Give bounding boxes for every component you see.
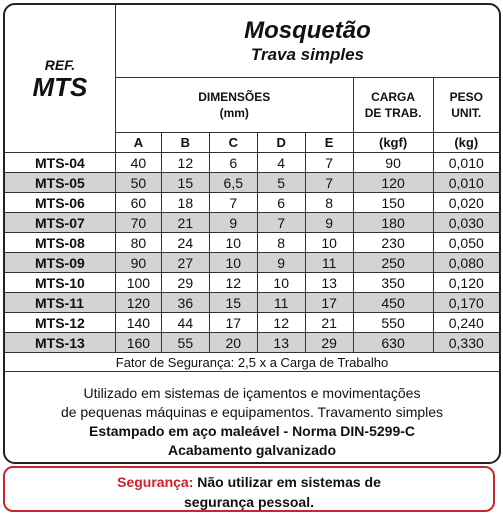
cell-e: 11 — [305, 253, 353, 273]
cell-d: 6 — [257, 193, 305, 213]
row-code: MTS-09 — [5, 253, 115, 273]
row-code: MTS-06 — [5, 193, 115, 213]
table-row — [5, 293, 499, 313]
cell-d: 8 — [257, 233, 305, 253]
row-code: MTS-07 — [5, 213, 115, 233]
col-load-unit: (kgf) — [353, 133, 433, 153]
description-line-3: Estampado em aço maleável - Norma DIN-5299-C — [88, 423, 415, 439]
cell-b: 44 — [161, 313, 209, 333]
cell-c: 20 — [209, 333, 257, 353]
cell-load: 250 — [353, 253, 433, 273]
row-code: MTS-04 — [5, 153, 115, 173]
table-row — [5, 253, 499, 273]
cell-a: 120 — [115, 293, 161, 313]
cell-weight: 0,010 — [433, 173, 499, 193]
safety-factor-note: Fator de Segurança: 2,5 x a Carga de Trabalho — [5, 353, 499, 372]
cell-a: 160 — [115, 333, 161, 353]
description-line-2: de pequenas máquinas e equipamentos. Travamento simples — [60, 404, 444, 420]
col-a-header: A — [115, 133, 161, 153]
cell-weight: 0,240 — [433, 313, 499, 333]
ref-cell — [5, 5, 115, 153]
cell-e: 21 — [305, 313, 353, 333]
warning-line-1 — [5, 472, 493, 492]
dimensions-unit: (mm) — [219, 106, 249, 120]
spec-table — [5, 5, 499, 372]
cell-e: 7 — [305, 173, 353, 193]
warning-label: Segurança: — [117, 474, 194, 490]
product-title: Mosquetão — [244, 17, 371, 44]
cell-e: 7 — [305, 153, 353, 173]
cell-load: 450 — [353, 293, 433, 313]
cell-d: 9 — [257, 253, 305, 273]
warning-text-2: segurança pessoal. — [184, 494, 314, 510]
cell-b: 18 — [161, 193, 209, 213]
cell-a: 140 — [115, 313, 161, 333]
cell-d: 13 — [257, 333, 305, 353]
col-c-header: C — [209, 133, 257, 153]
ref-code: MTS — [32, 71, 88, 102]
row-code: MTS-13 — [5, 333, 115, 353]
cell-b: 29 — [161, 273, 209, 293]
cell-b: 21 — [161, 213, 209, 233]
cell-e: 10 — [305, 233, 353, 253]
cell-weight: 0,020 — [433, 193, 499, 213]
cell-a: 100 — [115, 273, 161, 293]
cell-b: 36 — [161, 293, 209, 313]
col-weight-unit: (kg) — [433, 133, 499, 153]
cell-c: 6,5 — [209, 173, 257, 193]
table-row — [5, 333, 499, 353]
dimensions-header — [115, 78, 353, 133]
ref-label: REF. — [44, 56, 76, 73]
description-line-1: Utilizado em sistemas de içamentos e movimentações — [83, 385, 421, 401]
cell-load: 90 — [353, 153, 433, 173]
weight-label-1: PESO — [449, 90, 483, 104]
row-code: MTS-08 — [5, 233, 115, 253]
col-b-header: B — [161, 133, 209, 153]
cell-b: 12 — [161, 153, 209, 173]
cell-d: 11 — [257, 293, 305, 313]
cell-weight: 0,010 — [433, 153, 499, 173]
cell-a: 60 — [115, 193, 161, 213]
cell-c: 15 — [209, 293, 257, 313]
table-row — [5, 313, 499, 333]
title-cell — [115, 5, 499, 78]
cell-weight: 0,080 — [433, 253, 499, 273]
cell-d: 12 — [257, 313, 305, 333]
row-code: MTS-05 — [5, 173, 115, 193]
cell-a: 50 — [115, 173, 161, 193]
table-row — [5, 213, 499, 233]
table-row — [5, 273, 499, 293]
cell-b: 55 — [161, 333, 209, 353]
cell-c: 10 — [209, 233, 257, 253]
load-header — [353, 78, 433, 133]
cell-b: 24 — [161, 233, 209, 253]
product-card — [3, 3, 501, 464]
cell-weight: 0,120 — [433, 273, 499, 293]
weight-header — [433, 78, 499, 133]
description-line-4: Acabamento galvanizado — [167, 442, 337, 458]
cell-b: 15 — [161, 173, 209, 193]
cell-d: 10 — [257, 273, 305, 293]
cell-e: 9 — [305, 213, 353, 233]
safety-warning-box — [3, 466, 495, 512]
cell-load: 180 — [353, 213, 433, 233]
table-row — [5, 153, 499, 173]
row-code: MTS-10 — [5, 273, 115, 293]
weight-label-2: UNIT. — [451, 106, 482, 120]
cell-load: 350 — [353, 273, 433, 293]
cell-b: 27 — [161, 253, 209, 273]
cell-load: 630 — [353, 333, 433, 353]
cell-load: 150 — [353, 193, 433, 213]
cell-load: 230 — [353, 233, 433, 253]
dimensions-label: DIMENSÕES — [198, 90, 271, 104]
cell-a: 90 — [115, 253, 161, 273]
load-label-2: DE TRAB. — [364, 106, 422, 120]
cell-weight: 0,050 — [433, 233, 499, 253]
table-row — [5, 173, 499, 193]
cell-c: 9 — [209, 213, 257, 233]
cell-c: 12 — [209, 273, 257, 293]
cell-c: 6 — [209, 153, 257, 173]
cell-d: 5 — [257, 173, 305, 193]
row-code: MTS-11 — [5, 293, 115, 313]
row-code: MTS-12 — [5, 313, 115, 333]
cell-c: 17 — [209, 313, 257, 333]
cell-e: 17 — [305, 293, 353, 313]
cell-d: 4 — [257, 153, 305, 173]
cell-c: 7 — [209, 193, 257, 213]
cell-a: 80 — [115, 233, 161, 253]
cell-a: 40 — [115, 153, 161, 173]
cell-a: 70 — [115, 213, 161, 233]
table-row — [5, 193, 499, 213]
cell-d: 7 — [257, 213, 305, 233]
table-row — [5, 233, 499, 253]
cell-e: 29 — [305, 333, 353, 353]
load-label-1: CARGA — [371, 90, 416, 104]
cell-load: 120 — [353, 173, 433, 193]
product-description — [5, 384, 499, 460]
cell-weight: 0,170 — [433, 293, 499, 313]
cell-weight: 0,330 — [433, 333, 499, 353]
cell-c: 10 — [209, 253, 257, 273]
warning-text-1: Não utilizar em sistemas de — [193, 474, 381, 490]
product-subtitle: Trava simples — [250, 45, 364, 64]
col-d-header: D — [257, 133, 305, 153]
cell-e: 8 — [305, 193, 353, 213]
cell-weight: 0,030 — [433, 213, 499, 233]
col-e-header: E — [305, 133, 353, 153]
cell-e: 13 — [305, 273, 353, 293]
cell-load: 550 — [353, 313, 433, 333]
